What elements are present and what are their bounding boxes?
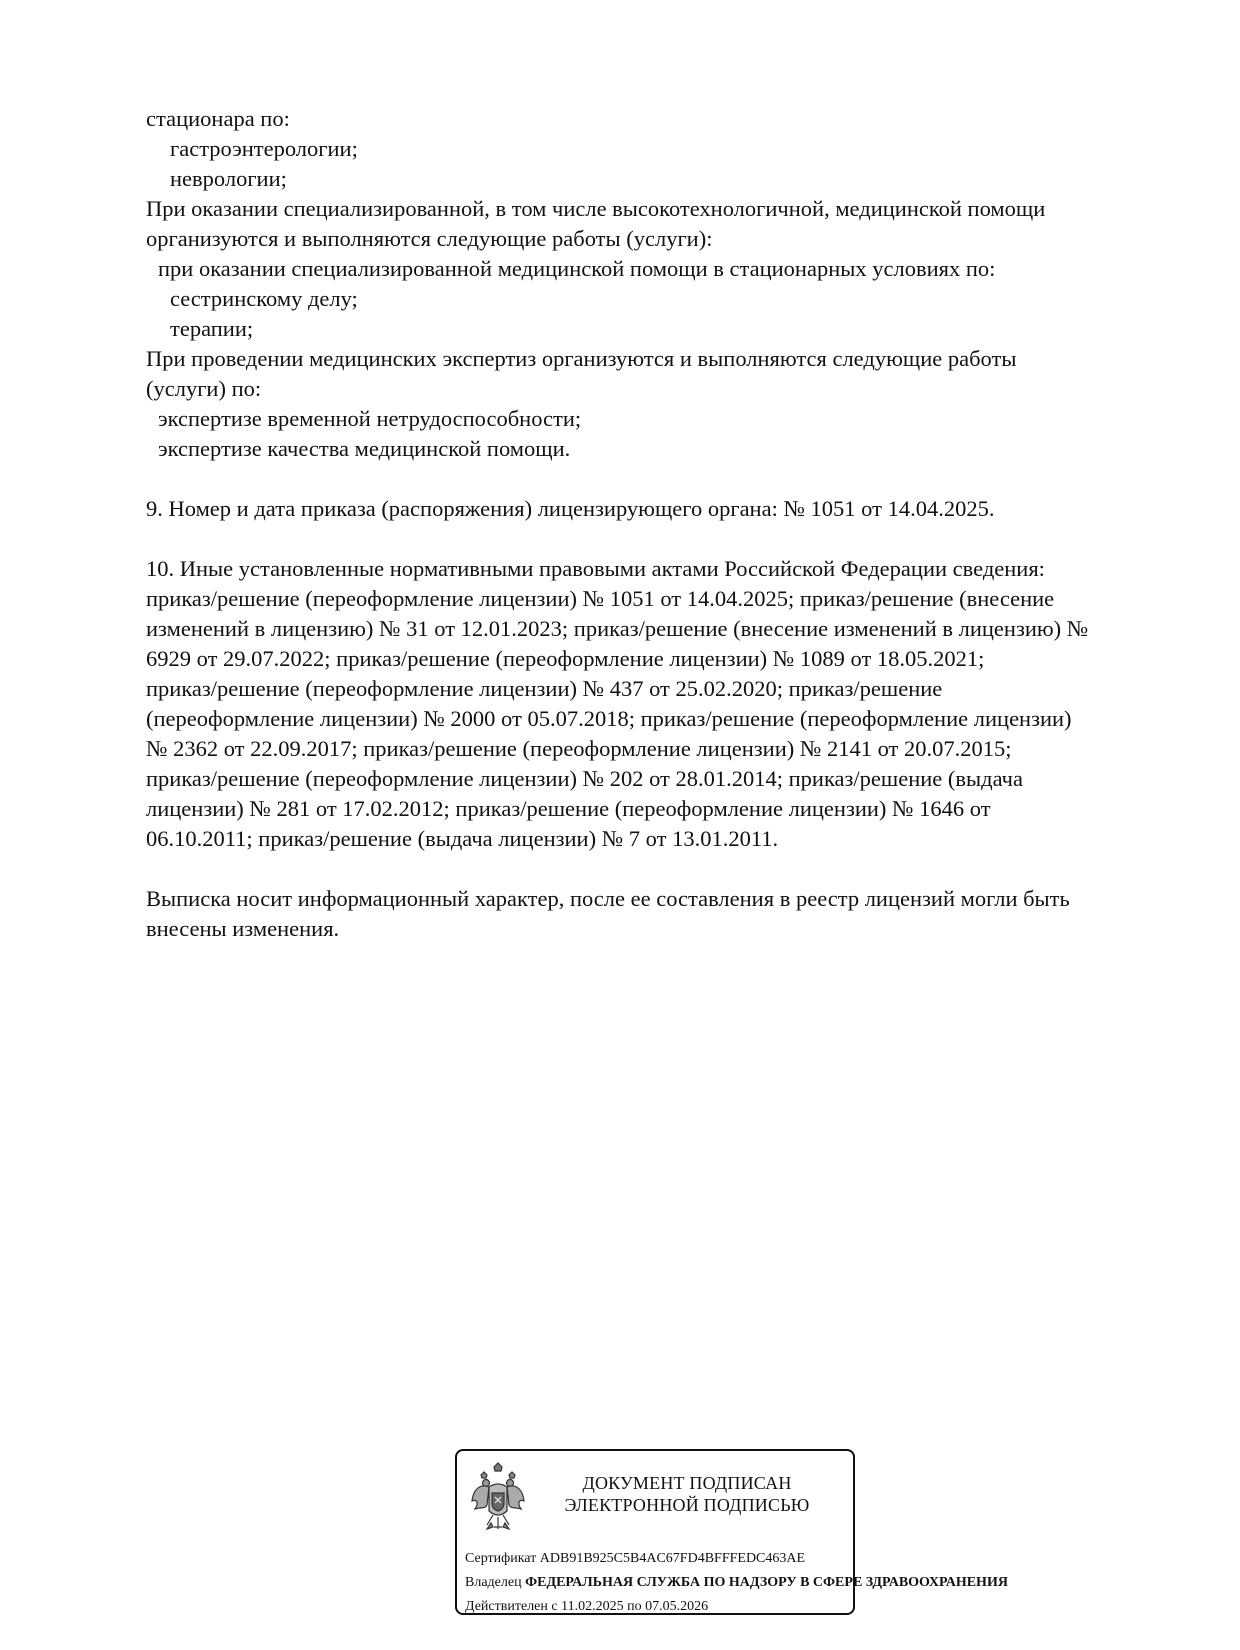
item-10 <box>146 554 1156 854</box>
item-10-line: 6929 от 29.07.2022; приказ/решение (переоформление лицензии) № 1089 от 18.05.2021; <box>146 646 985 671</box>
owner-value: ФЕДЕРАЛЬНАЯ СЛУЖБА ПО НАДЗОРУ В СФЕРЕ ЗДРАВООХРАНЕНИЯ <box>525 1575 1008 1590</box>
certificate-label: Сертификат <box>465 1551 537 1566</box>
paragraph-gap <box>146 854 1156 884</box>
certificate-row <box>465 1551 805 1567</box>
item-10-line: приказ/решение (переоформление лицензии) № 437 от 25.02.2020; приказ/решение <box>146 676 943 701</box>
owner-label: Владелец <box>465 1575 522 1590</box>
item-10-line: приказ/решение (переоформление лицензии) № 1051 от 14.04.2025; приказ/решение (внесение <box>146 586 1055 611</box>
validity-row <box>465 1599 708 1615</box>
disclaimer-note <box>146 884 1156 944</box>
text-line: сестринскому делу; <box>170 286 358 311</box>
electronic-signature-stamp <box>455 1449 1008 1615</box>
stamp-title-line: ЭЛЕКТРОННОЙ ПОДПИСЬЮ <box>564 1495 810 1515</box>
note-line: Выписка носит информационный характер, после ее составления в реестр лицензий могли быть <box>146 886 1070 911</box>
text-line: при оказании специализированной медицинской помощи в стационарных условиях по: <box>158 256 996 281</box>
item-10-line: лицензии) № 281 от 17.02.2012; приказ/решение (переоформление лицензии) № 1646 от <box>146 796 991 821</box>
text-line: При проведении медицинских экспертиз организуются и выполняются следующие работы <box>146 346 1017 371</box>
text-line: стационара по: <box>146 106 290 131</box>
text-line: неврологии; <box>170 166 287 191</box>
text-line: При оказании специализированной, в том числе высокотехнологичной, медицинской помощи <box>146 196 1046 221</box>
stamp-title <box>537 1472 837 1516</box>
stamp-title-line: ДОКУМЕНТ ПОДПИСАН <box>582 1473 792 1493</box>
item-10-line: приказ/решение (переоформление лицензии) № 202 от 28.01.2014; приказ/решение (выдача <box>146 766 1023 791</box>
owner-row <box>465 1575 1008 1591</box>
certificate-value: ADB91B925C5B4AC67FD4BFFFEDC463AE <box>539 1551 806 1566</box>
text-line: экспертизе временной нетрудоспособности; <box>158 406 582 431</box>
item-10-line: (переоформление лицензии) № 2000 от 05.07.2018; приказ/решение (переоформление лицензии) <box>146 706 1072 731</box>
item-10-line: № 2362 от 22.09.2017; приказ/решение (переоформление лицензии) № 2141 от 20.07.2015; <box>146 736 1012 761</box>
item-10-line: 06.10.2011; приказ/решение (выдача лицензии) № 7 от 13.01.2011. <box>146 826 779 851</box>
document-body <box>146 104 1156 944</box>
russian-coat-of-arms-icon <box>469 1461 527 1535</box>
paragraph-gap <box>146 524 1156 554</box>
item-10-line: изменений в лицензию) № 31 от 12.01.2023; приказ/решение (внесение изменений в лицензию) № <box>146 616 1089 641</box>
validity-text: Действителен с 11.02.2025 по 07.05.2026 <box>465 1599 709 1614</box>
text-line: (услуги) по: <box>146 376 262 401</box>
text-line: организуются и выполняются следующие работы (услуги): <box>146 226 713 251</box>
item-10-line: 10. Иные установленные нормативными правовыми актами Российской Федерации сведения: <box>146 556 1045 581</box>
text-line: гастроэнтерологии; <box>170 136 358 161</box>
text-line: терапии; <box>170 316 254 341</box>
paragraph-gap <box>146 464 1156 494</box>
item-9: 9. Номер и дата приказа (распоряжения) лицензирующего органа: № 1051 от 14.04.2025. <box>146 496 995 521</box>
text-line: экспертизе качества медицинской помощи. <box>158 436 571 461</box>
note-line: внесены изменения. <box>146 916 340 941</box>
